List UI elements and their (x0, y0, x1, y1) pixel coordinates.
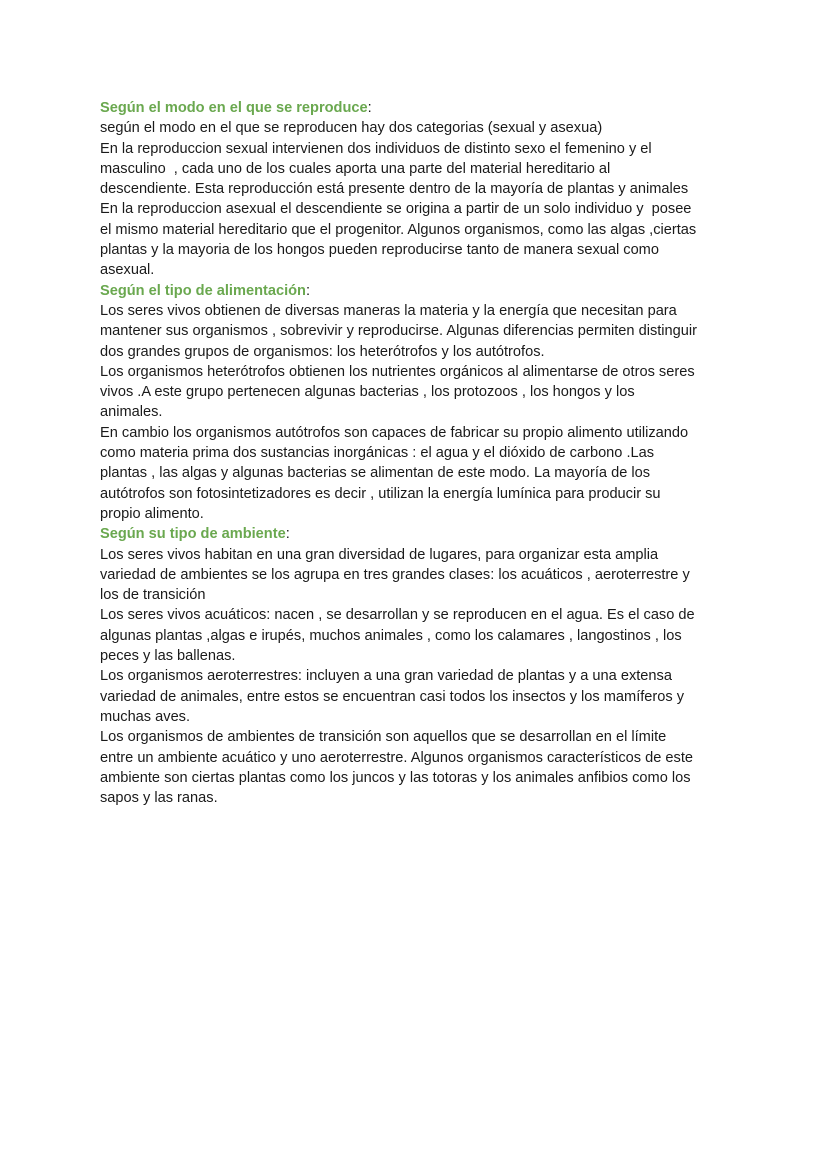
paragraph-line: En la reproduccion sexual intervienen dos individuos de distinto sexo el femenino y el (100, 140, 652, 157)
paragraph-line: descendiente. Esta reproducción está presente dentro de la mayoría de plantas y animales (100, 181, 689, 198)
section-heading (100, 98, 740, 118)
paragraph-line: Los seres vivos habitan en una gran diversidad de lugares, para organizar esta amplia (100, 546, 659, 563)
paragraph-line: plantas y la mayoria de los hongos pueden reproducirse tanto de manera sexual como (100, 242, 659, 259)
paragraph-line: el mismo material hereditario que el progenitor. Algunos organismos, como las algas ,ciertas (100, 221, 697, 238)
paragraph-line: variedad de ambientes se los agrupa en tres grandes clases: los acuáticos , aeroterrestre y (100, 566, 690, 583)
paragraph-line: como materia prima dos sustancias inorgánicas : el agua y el dióxido de carbono .Las (100, 445, 655, 462)
section-heading-text: Según el tipo de alimentación (100, 282, 306, 299)
section-heading-text: Según el modo en el que se reproduce (100, 100, 368, 116)
paragraph-line: muchas aves. (100, 708, 191, 725)
heading-colon: : (285, 526, 290, 543)
paragraph-line: Los seres vivos obtienen de diversas maneras la materia y la energía que necesitan para (100, 302, 677, 319)
paragraph-line: peces y las ballenas. (100, 648, 236, 665)
section-heading-text: Según su tipo de ambiente (100, 526, 286, 543)
paragraph-line: vivos .A este grupo pertenecen algunas bacterias , los protozoos , los hongos y los (100, 384, 635, 401)
section-heading (100, 524, 740, 544)
paragraph-line: En cambio los organismos autótrofos son capaces de fabricar su propio alimento utilizando (100, 424, 689, 441)
paragraph-line: masculino , cada uno de los cuales aporta una parte del material hereditario al (100, 160, 611, 177)
paragraph-line: propio alimento. (100, 505, 204, 522)
paragraph-line: los de transición (100, 587, 206, 604)
paragraph-line: animales. (100, 404, 163, 421)
paragraph-line: ambiente son ciertas plantas como los juncos y las totoras y los animales anfibios como los (100, 769, 691, 786)
paragraph-line: Los organismos aeroterrestres: incluyen a una gran variedad de plantas y a una extensa (100, 668, 672, 685)
heading-colon: : (367, 100, 372, 116)
document-page (100, 98, 740, 808)
paragraph-line: mantener sus organismos , sobrevivir y reproducirse. Algunas diferencias permiten distinguir (100, 323, 697, 340)
paragraph-line: dos grandes grupos de organismos: los heterótrofos y los autótrofos. (100, 343, 545, 360)
paragraph-line: entre un ambiente acuático y uno aeroterrestre. Algunos organismos característicos de este (100, 749, 693, 766)
paragraph-line: algunas plantas ,algas e irupés, muchos animales , como los calamares , langostinos , los (100, 627, 682, 644)
paragraph-line: variedad de animales, entre estos se encuentran casi todos los insectos y los mamíferos y (100, 688, 685, 705)
paragraph-line: plantas , las algas y algunas bacterias se alimentan de este modo. La mayoría de los (100, 465, 651, 482)
paragraph-line: sapos y las ranas. (100, 790, 218, 807)
heading-colon: : (305, 282, 311, 299)
paragraph-line: asexual. (100, 262, 155, 279)
paragraph-line: autótrofos son fotosintetizadores es decir , utilizan la energía lumínica para producir su (100, 485, 661, 502)
paragraph-line: Los seres vivos acuáticos: nacen , se desarrollan y se reproducen en el agua. Es el caso de (100, 607, 695, 624)
paragraph-line: En la reproduccion asexual el descendiente se origina a partir de un solo individuo y posee (100, 201, 692, 218)
paragraph-line: Los organismos de ambientes de transición son aquellos que se desarrollan en el límite (100, 729, 667, 746)
section-heading (100, 281, 740, 301)
paragraph-line: Los organismos heterótrofos obtienen los nutrientes orgánicos al alimentarse de otros seres (100, 363, 695, 380)
paragraph-line: según el modo en el que se reproducen hay dos categorias (sexual y asexua) (100, 120, 603, 137)
